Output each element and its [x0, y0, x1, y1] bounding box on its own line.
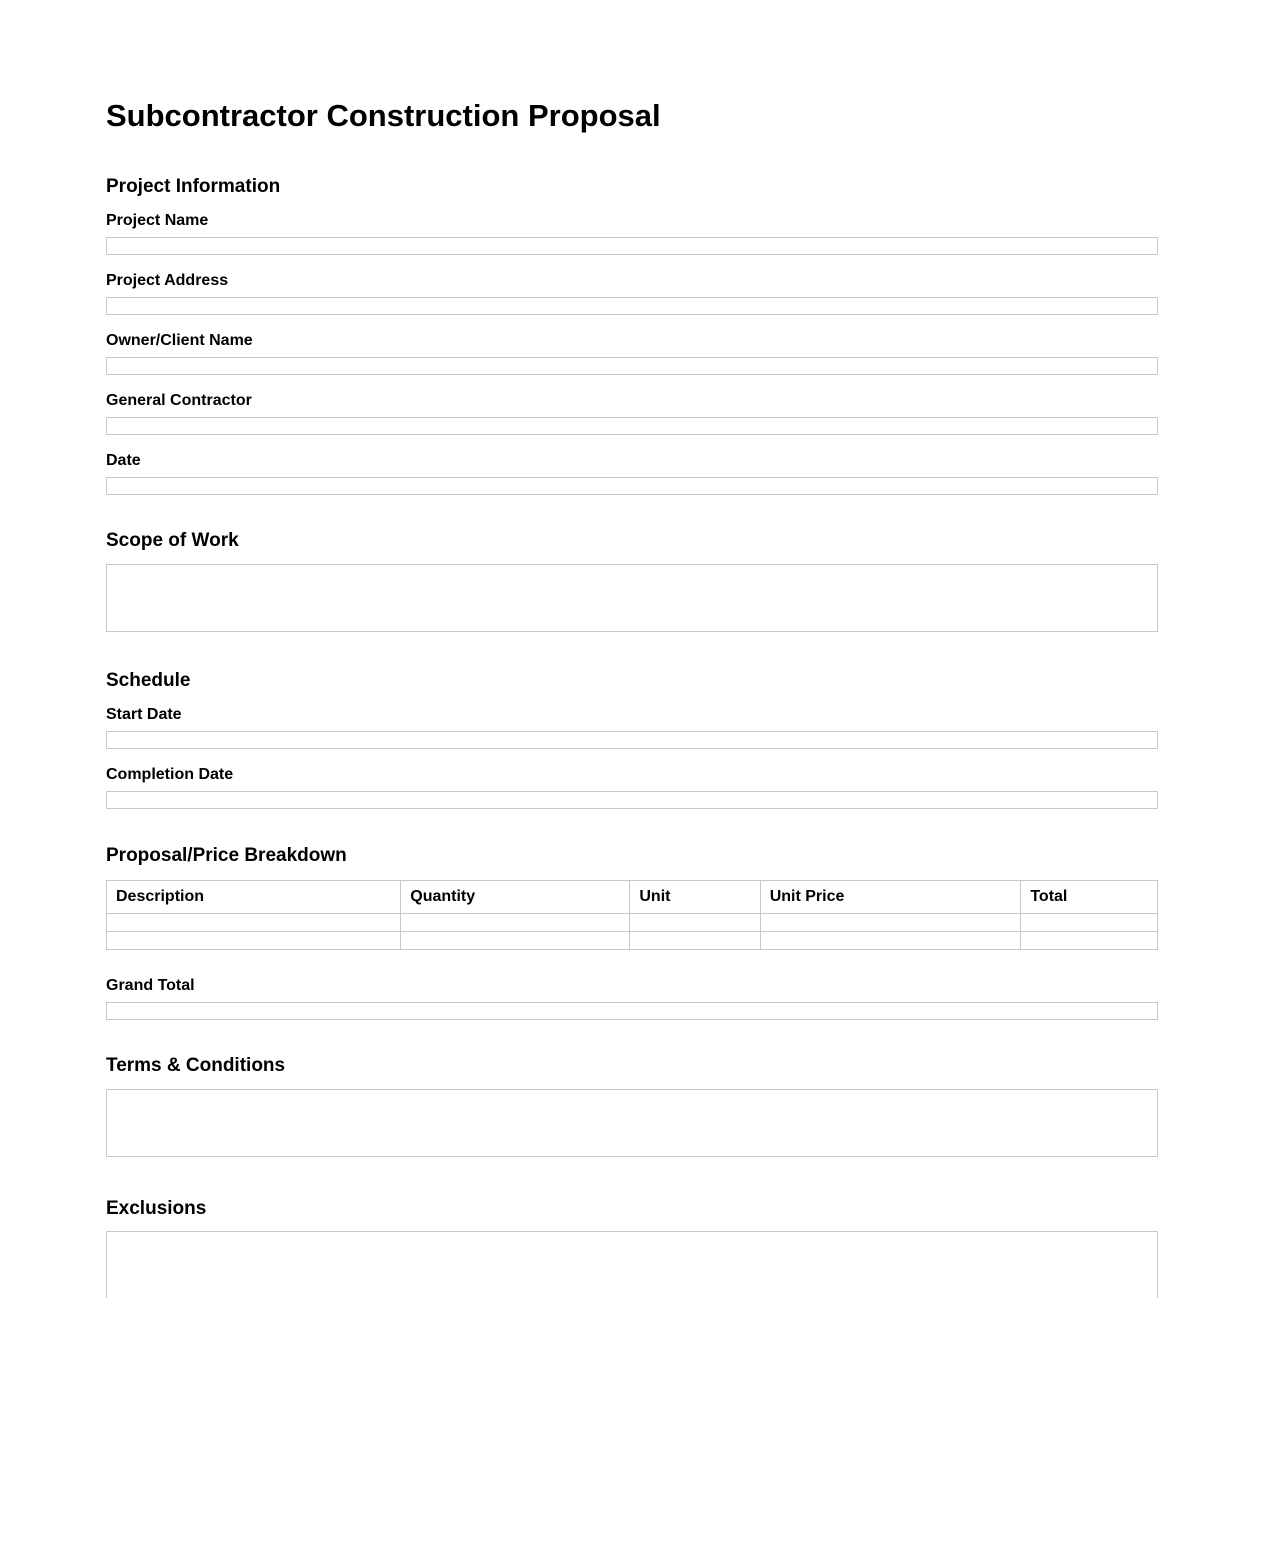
section-heading-exclusions: Exclusions	[106, 1198, 207, 1219]
table-row	[107, 914, 1158, 932]
column-header-unit-price: Unit Price	[760, 881, 1021, 914]
owner-client-name-label: Owner/Client Name	[106, 332, 253, 349]
terms-and-conditions-textarea[interactable]	[106, 1089, 1158, 1157]
section-exclusions	[106, 1197, 1158, 1298]
column-header-unit: Unit	[630, 881, 760, 914]
field-start-date	[106, 705, 1158, 749]
field-general-contractor	[106, 391, 1158, 435]
project-name-input[interactable]	[106, 237, 1158, 255]
table-cell-quantity[interactable]	[401, 932, 630, 950]
owner-client-name-input[interactable]	[106, 357, 1158, 375]
project-address-input[interactable]	[106, 297, 1158, 315]
section-heading-project-information: Project Information	[106, 176, 281, 197]
grand-total-label: Grand Total	[106, 977, 195, 994]
table-cell-total[interactable]	[1021, 932, 1158, 950]
completion-date-input[interactable]	[106, 791, 1158, 809]
section-scope-of-work	[106, 529, 1158, 632]
field-project-address	[106, 271, 1158, 315]
field-completion-date	[106, 765, 1158, 809]
table-cell-unit[interactable]	[630, 932, 760, 950]
table-cell-description[interactable]	[107, 932, 401, 950]
field-project-name	[106, 211, 1158, 255]
section-heading-scope-of-work: Scope of Work	[106, 530, 239, 551]
table-header-row	[107, 881, 1158, 914]
section-heading-schedule: Schedule	[106, 670, 191, 691]
date-input[interactable]	[106, 477, 1158, 495]
general-contractor-input[interactable]	[106, 417, 1158, 435]
table-row	[107, 932, 1158, 950]
project-address-label: Project Address	[106, 272, 229, 289]
section-schedule	[106, 669, 1158, 809]
price-breakdown-table	[106, 880, 1158, 950]
start-date-input[interactable]	[106, 731, 1158, 749]
table-cell-unit[interactable]	[630, 914, 760, 932]
scope-of-work-textarea[interactable]	[106, 564, 1158, 632]
table-cell-unit-price[interactable]	[760, 914, 1021, 932]
field-date	[106, 451, 1158, 495]
table-cell-total[interactable]	[1021, 914, 1158, 932]
completion-date-label: Completion Date	[106, 766, 234, 783]
exclusions-textarea[interactable]	[106, 1231, 1158, 1298]
start-date-label: Start Date	[106, 706, 182, 723]
general-contractor-label: General Contractor	[106, 392, 252, 409]
table-cell-unit-price[interactable]	[760, 932, 1021, 950]
section-project-information	[106, 175, 1158, 495]
date-label: Date	[106, 452, 141, 469]
section-price-breakdown	[106, 844, 1158, 1020]
section-terms-and-conditions	[106, 1054, 1158, 1157]
field-grand-total	[106, 976, 1158, 1020]
project-name-label: Project Name	[106, 212, 209, 229]
section-heading-price-breakdown: Proposal/Price Breakdown	[106, 845, 347, 866]
page-title: Subcontractor Construction Proposal	[106, 98, 661, 133]
table-cell-description[interactable]	[107, 914, 401, 932]
section-heading-terms-and-conditions: Terms & Conditions	[106, 1055, 286, 1076]
grand-total-input[interactable]	[106, 1002, 1158, 1020]
column-header-quantity: Quantity	[401, 881, 630, 914]
column-header-description: Description	[107, 881, 401, 914]
field-owner-client-name	[106, 331, 1158, 375]
table-cell-quantity[interactable]	[401, 914, 630, 932]
column-header-total: Total	[1021, 881, 1158, 914]
